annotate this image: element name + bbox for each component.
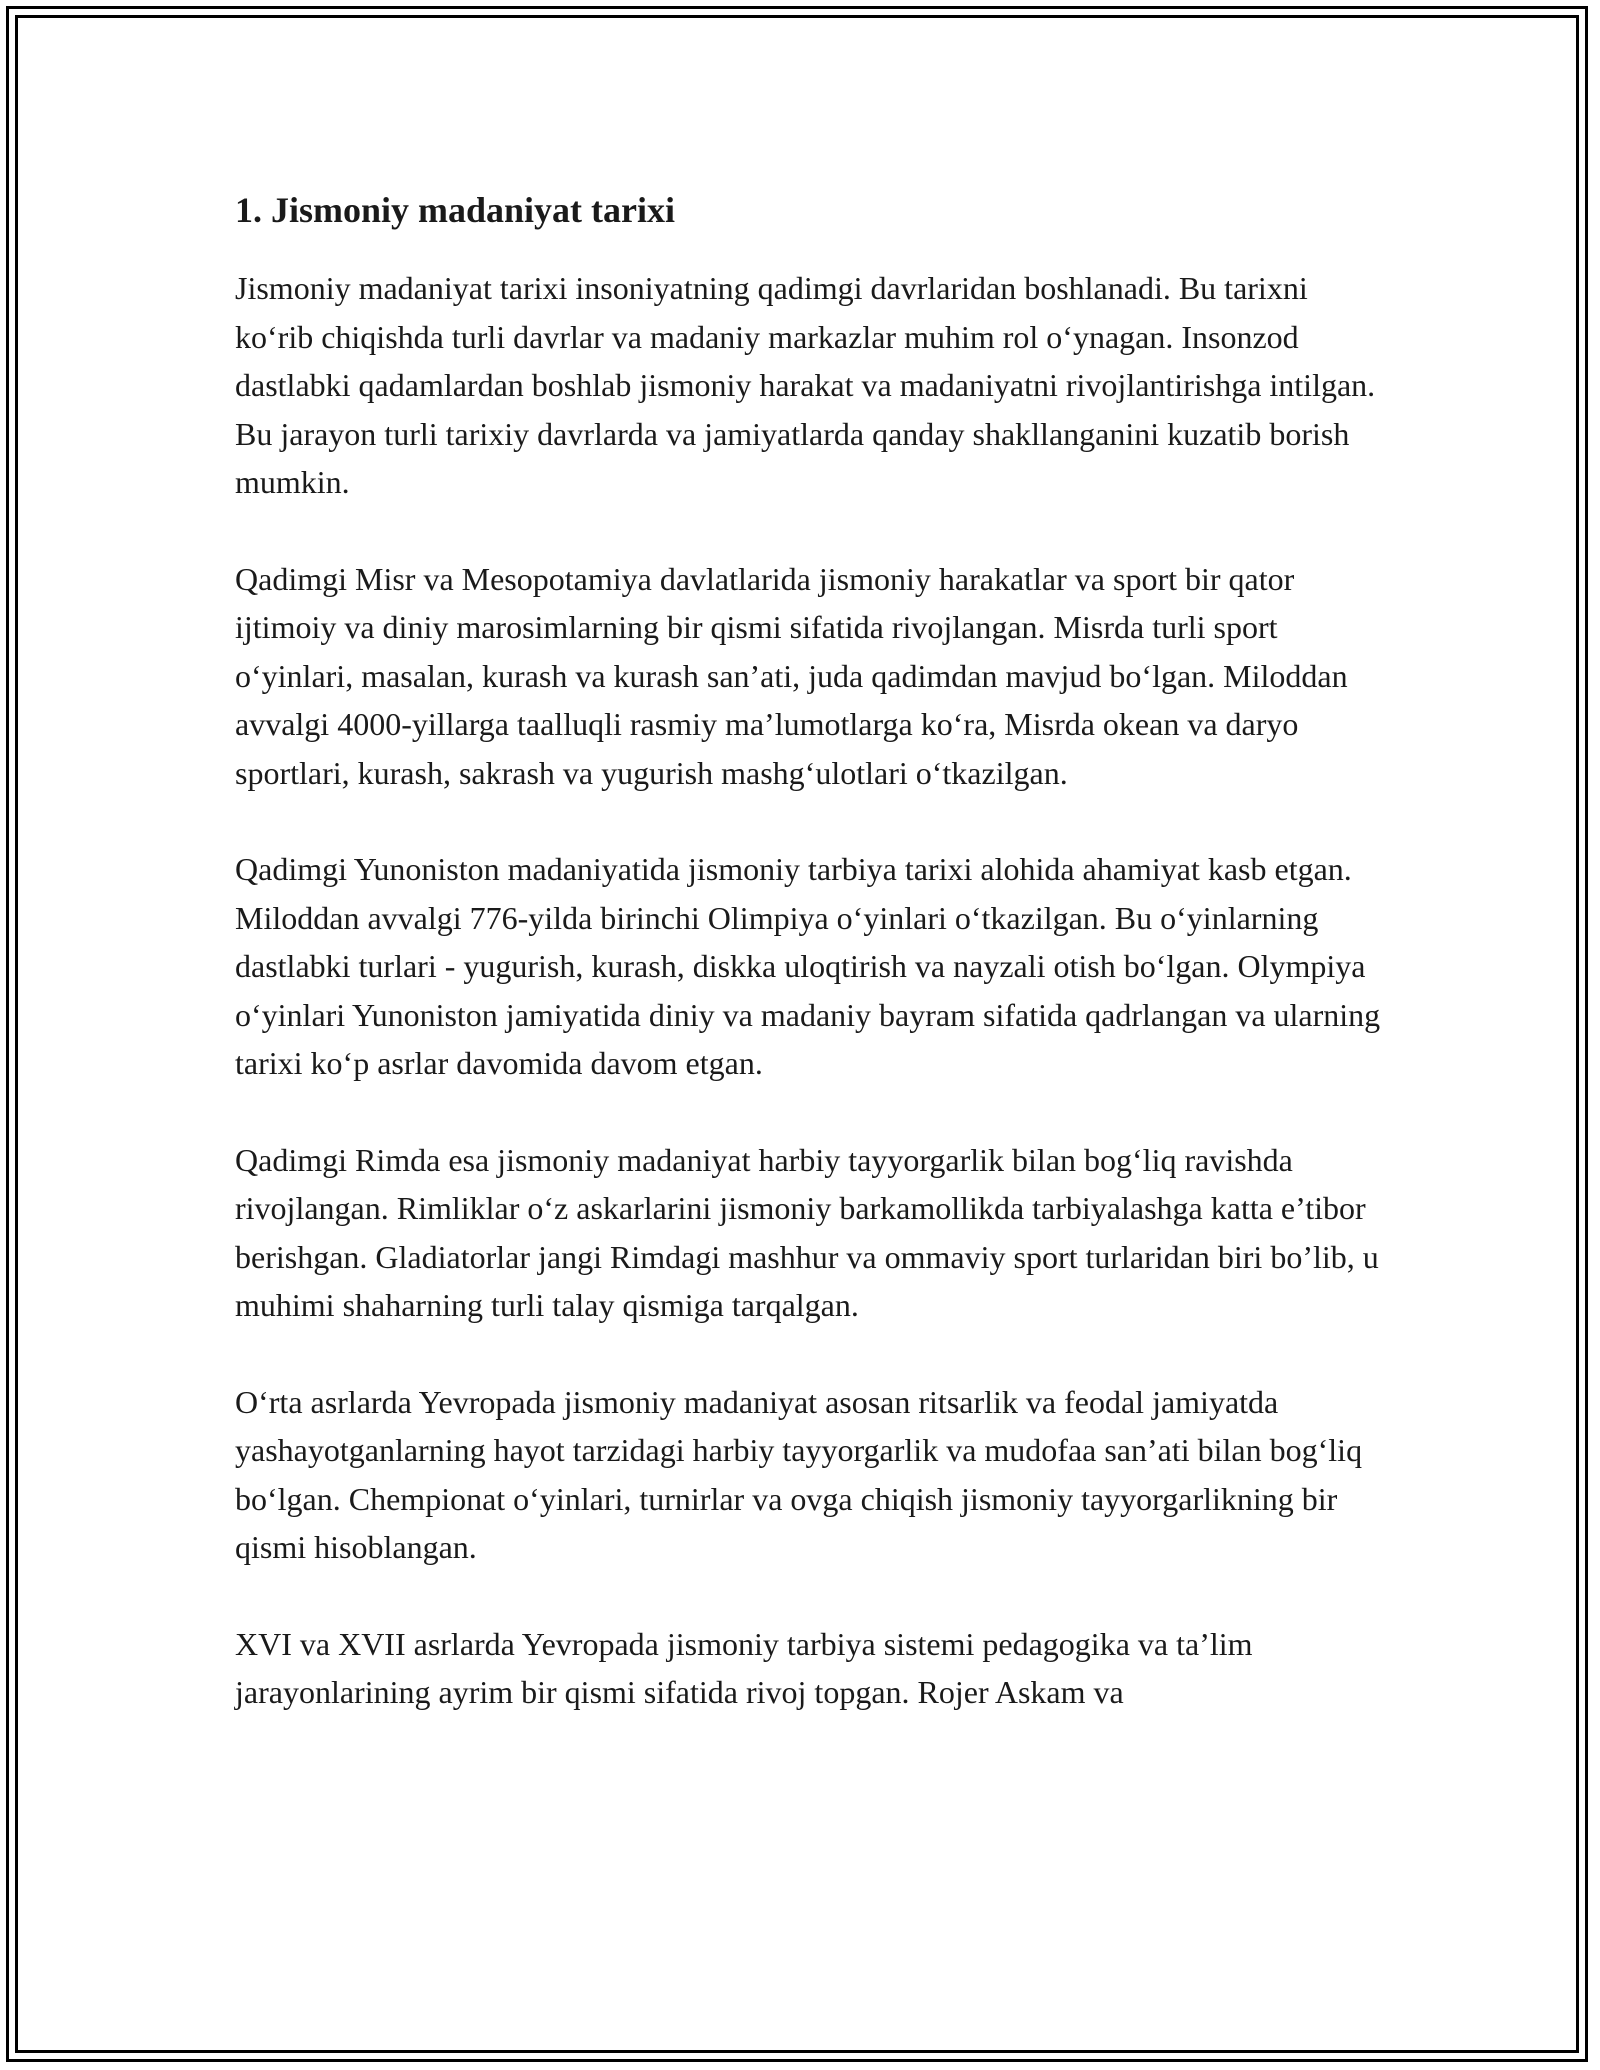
paragraph-middle-ages: Oʻrta asrlarda Yevropada jismoniy madaniyat asosan ritsarlik va feodal jamiyatda yashayotganlarning hayot tarzidagi harbiy tayyorgarlik va mudofaa san’ati bilan bogʻliq boʻlgan. Chempionat oʻyinlari, turnirlar va ovga chiqish jismoniy tayyorgarlikning bir qismi hisoblangan.: [235, 1383, 1363, 1565]
paragraph-egypt-mesopotamia: Qadimgi Misr va Mesopotamiya davlatlarida jismoniy harakatlar va sport bir qator ijtimoiy va diniy marosimlarning bir qismi sifatida rivojlangan. Misrda turli sport oʻyinlari, masalan, kurash va kurash san’ati, juda qadimdan mavjud boʻlgan. Miloddan avvalgi 4000-yillarga taalluqli rasmiy ma’lumotlarga koʻra, Misrda okean va daryo sportlari, kurash, sakrash va yugurish mashgʻulotlari oʻtkazilgan.: [235, 560, 1348, 791]
paragraph-greece: Qadimgi Yunoniston madaniyatida jismoniy tarbiya tarixi alohida ahamiyat kasb etgan. Miloddan avvalgi 776-yilda birinchi Olimpiya oʻyinlari oʻtkazilgan. Bu oʻyinlarning dastlabki turlari - yugurish, kurash, diskka uloqtirish va nayzali otish boʻlgan. Olympiya oʻyinlari Yunoniston jamiyatida diniy va madaniy bayram sifatida qadrlangan va ularning tarixi koʻp asrlar davomida davom etgan.: [235, 851, 1381, 1081]
document-body: [235, 188, 1385, 1765]
paragraph-intro: Jismoniy madaniyat tarixi insoniyatning qadimgi davrlaridan boshlanadi. Bu tarixni koʻrib chiqishda turli davrlar va madaniy markazlar muhim rol oʻynagan. Insonzod dastlabki qadamlardan boshlab jismoniy harakat va madaniyatni rivojlantirishga intilgan. Bu jarayon turli tarixiy davrlarda va jamiyatlarda qanday shakllanganini kuzatib borish mumkin.: [235, 270, 1376, 500]
paragraph-16-17-centuries: XVI va XVII asrlarda Yevropada jismoniy tarbiya sistemi pedagogika va ta’lim jarayonlarining ayrim bir qismi sifatida rivoj topgan. Rojer Askam va: [235, 1625, 1253, 1710]
paragraph-rome: Qadimgi Rimda esa jismoniy madaniyat harbiy tayyorgarlik bilan bogʻliq ravishda rivojlangan. Rimliklar oʻz askarlarini jismoniy barkamollikda tarbiyalashga katta e’tibor berishgan. Gladiatorlar jangi Rimdagi mashhur va ommaviy sport turlaridan biri bo’lib, u muhimi shaharning turli talay qismiga tarqalgan.: [235, 1141, 1379, 1323]
section-title: 1. Jismoniy madaniyat tarixi: [235, 190, 676, 230]
